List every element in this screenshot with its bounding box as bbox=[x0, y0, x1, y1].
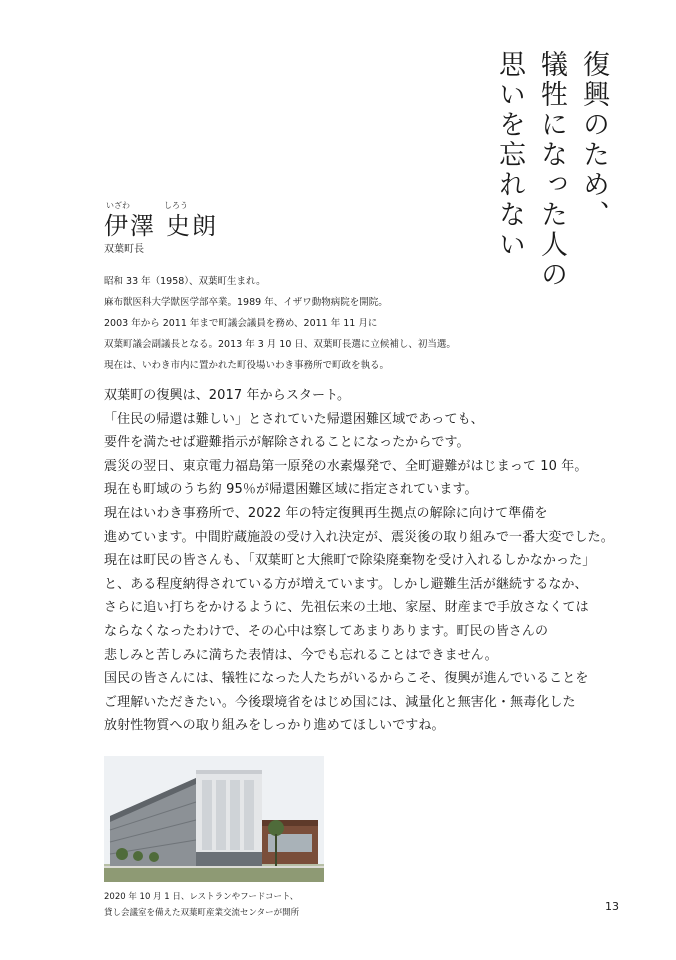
page-number: 13 bbox=[605, 900, 619, 913]
bio-line: 現在は、いわき市内に置かれた町役場いわき事務所で町政を執る。 bbox=[104, 360, 390, 371]
building-photo-illustration bbox=[104, 756, 324, 882]
biography bbox=[104, 271, 456, 376]
caption-line: 2020 年 10 月 1 日、レストランやフードコート、 bbox=[104, 892, 299, 902]
building-photo bbox=[104, 756, 324, 882]
body-line: さらに追い打ちをかけるように、先祖伝来の土地、家屋、財産まで手放さなくては bbox=[104, 600, 589, 616]
body-line: 国民の皆さんには、犠牲になった人たちがいるからこそ、復興が進んでいることを bbox=[104, 671, 589, 687]
person-role: 双葉町長 bbox=[104, 244, 144, 255]
body-line: 進めています。中間貯蔵施設の受け入れ決定が、震災後の取り組みで一番大変でした。 bbox=[104, 529, 614, 545]
body-line: と、ある程度納得されている方が増えています。しかし避難生活が継続するなか、 bbox=[104, 576, 588, 592]
heading-line-1: 復興のため、 bbox=[578, 50, 609, 230]
body-text bbox=[104, 384, 614, 738]
bio-line: 2003 年から 2011 年まで町議会議員を務め、2011 年 11 月に bbox=[104, 318, 378, 329]
body-line: 現在も町域のうち約 95％が帰還困難区域に指定されています。 bbox=[104, 482, 478, 498]
given-name: 史朗 bbox=[166, 212, 218, 240]
body-line: ならなくなったわけで、その心中は察してあまりあります。町民の皆さんの bbox=[104, 623, 549, 639]
ruby-given-name: しろう bbox=[164, 201, 188, 210]
heading-line-2: 犠牲になった人の bbox=[536, 50, 567, 290]
person-name bbox=[104, 206, 218, 241]
body-line: 放射性物質への取り組みをしっかり進めてほしいですね。 bbox=[104, 718, 445, 734]
body-line: 双葉町の復興は、2017 年からスタート。 bbox=[104, 388, 351, 403]
family-name: 伊澤 bbox=[104, 212, 156, 240]
photo-caption bbox=[104, 889, 299, 921]
bio-line: 昭和 33 年（1958）、双葉町生まれ。 bbox=[104, 276, 266, 287]
page-heading bbox=[488, 50, 614, 310]
body-line: 現在は町民の皆さんも、「双葉町と大熊町で除染廃棄物を受け入れるしかなかった」 bbox=[104, 553, 596, 569]
caption-line: 貸し会議室を備えた双葉町産業交流センターが開所 bbox=[104, 908, 300, 918]
heading-line-3: 思いを忘れない bbox=[494, 50, 525, 260]
ruby-family-name: いざわ bbox=[106, 201, 130, 210]
body-line: 悲しみと苦しみに満ちた表情は、今でも忘れることはできません。 bbox=[104, 647, 498, 663]
body-line: 現在はいわき事務所で、2022 年の特定復興再生拠点の解除に向けて準備を bbox=[104, 505, 548, 521]
body-line: 要件を満たせば避難指示が解除されることになったからです。 bbox=[104, 435, 470, 451]
bio-line: 双葉町議会副議長となる。2013 年 3 月 10 日、双葉町長選に立候補し、初当選。 bbox=[104, 339, 456, 350]
bio-line: 麻布獣医科大学獣医学部卒業。1989 年、イザワ動物病院を開院。 bbox=[104, 297, 388, 308]
body-line: 「住民の帰還は難しい」とされていた帰還困難区域であっても、 bbox=[104, 411, 484, 427]
body-line: ご理解いただきたい。今後環境省をはじめ国には、減量化と無害化・無毒化した bbox=[104, 694, 576, 710]
body-line: 震災の翌日、東京電力福島第一原発の水素爆発で、全町避難がはじまって 10 年。 bbox=[104, 458, 588, 474]
